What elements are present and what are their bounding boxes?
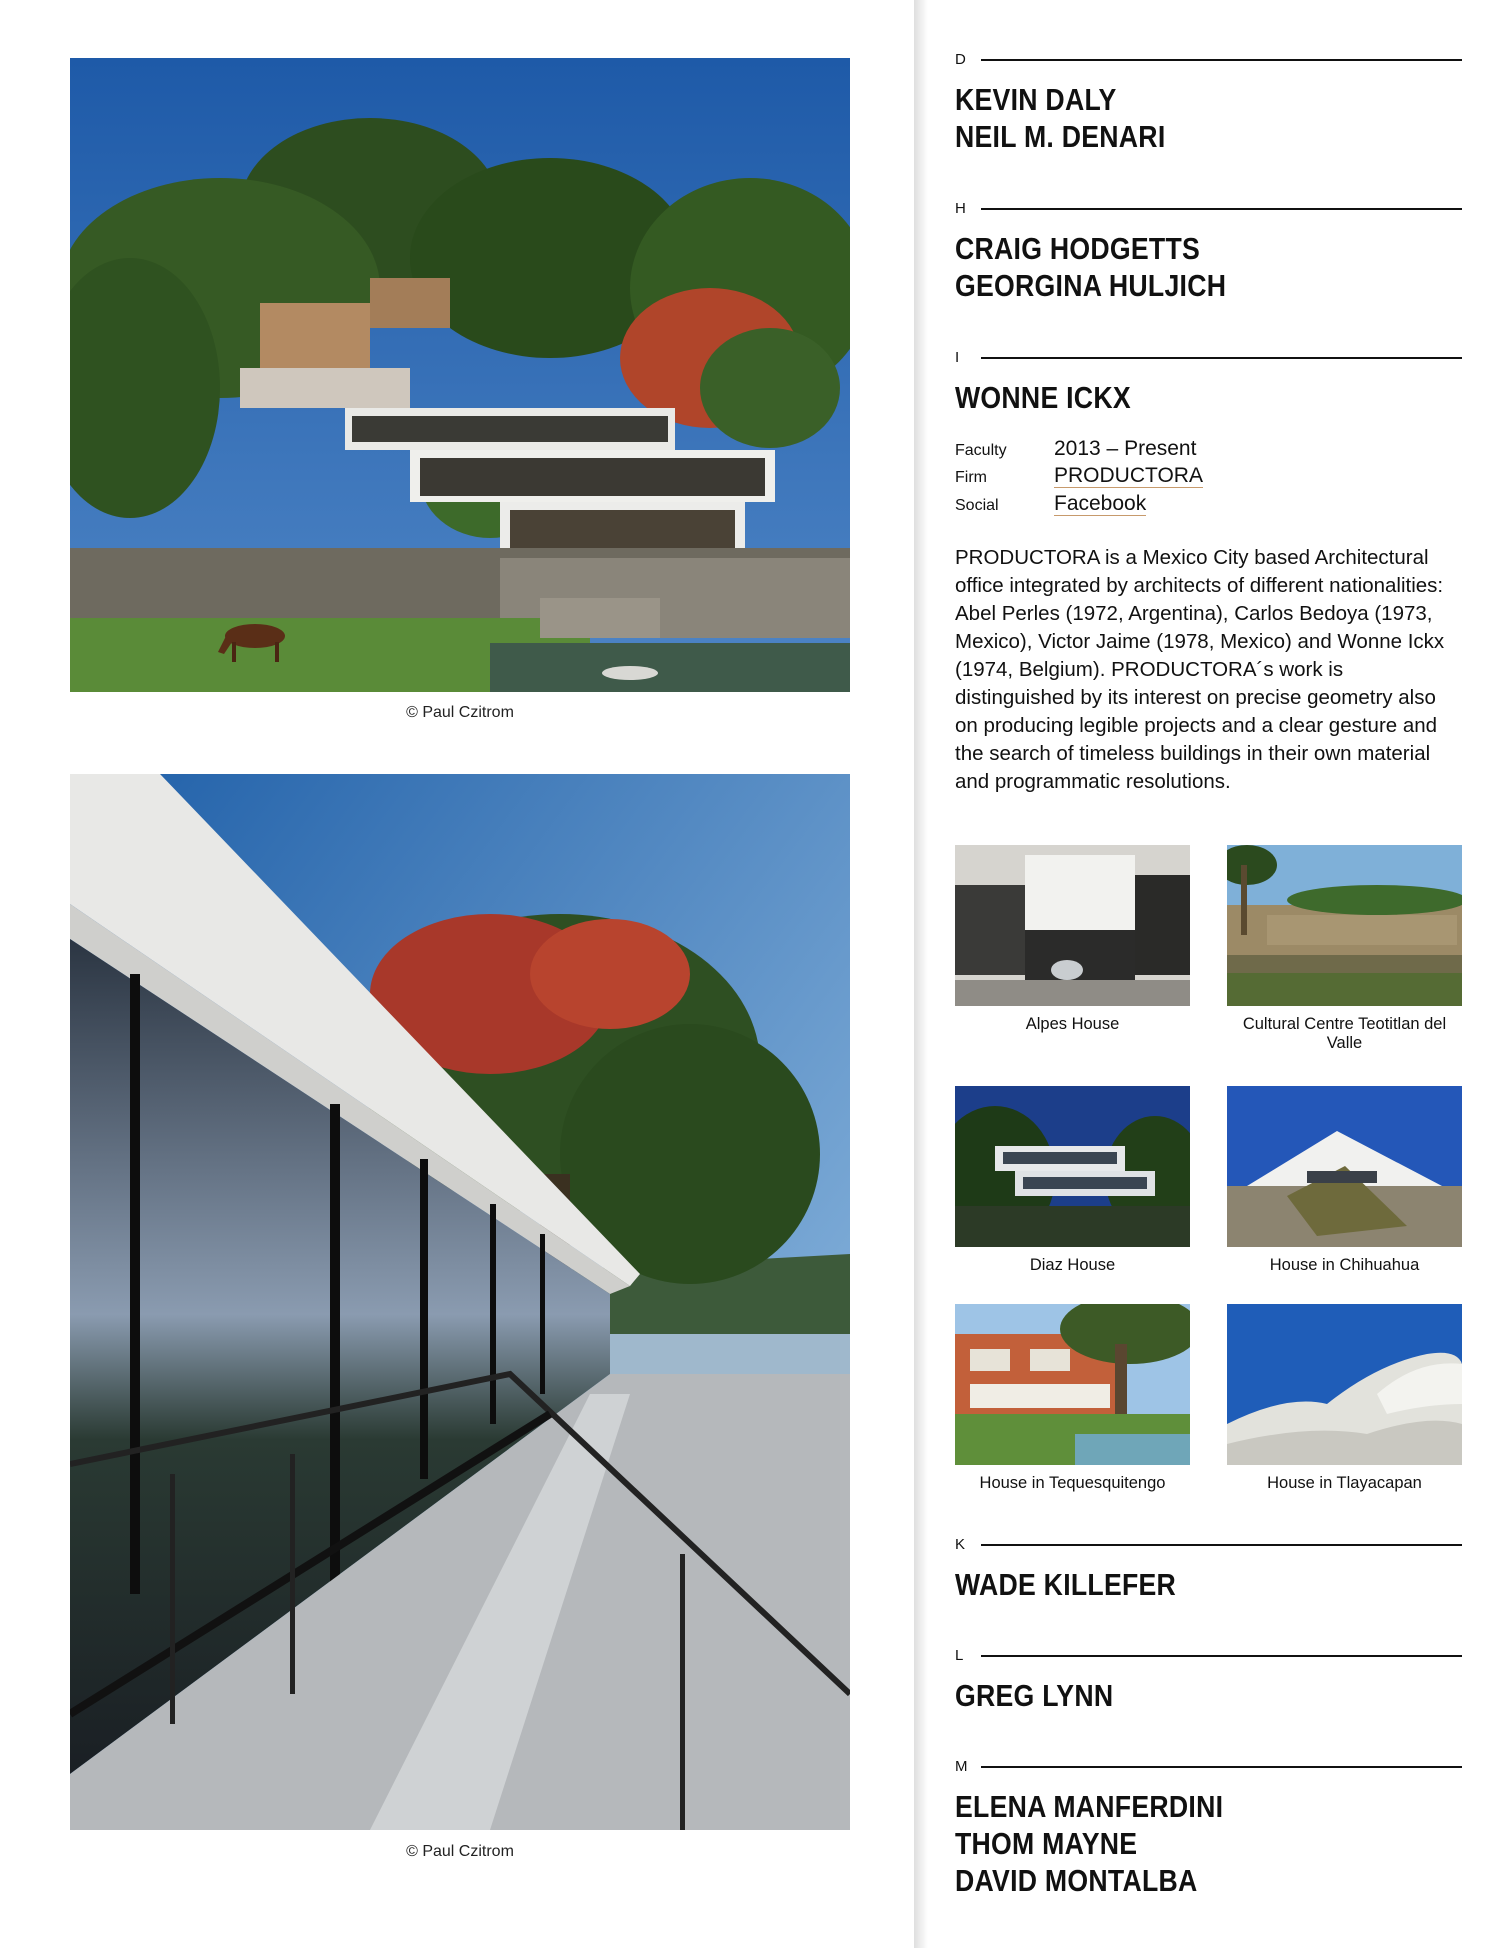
faculty-name[interactable]: NEIL M. DENARI (955, 119, 1166, 154)
glass-terrace-lake-photo[interactable] (70, 774, 850, 1830)
section-letter-row (955, 1532, 1462, 1556)
section-i (955, 345, 1462, 416)
facebook-link[interactable]: Facebook (1054, 492, 1147, 515)
photo-credit: © Paul Czitrom (406, 704, 514, 721)
firm-label: Firm (955, 469, 987, 486)
section-m (955, 1754, 1462, 1899)
faculty-years: 2013 – Present (1054, 437, 1197, 460)
section-rule (981, 208, 1462, 210)
project-label[interactable]: House in Tlayacapan (1267, 1474, 1422, 1492)
faculty-names (955, 230, 1391, 304)
project-label[interactable]: Diaz House (1029, 1256, 1116, 1274)
section-letter-row (955, 196, 1462, 220)
section-letter-row (955, 345, 1462, 369)
lakeside-house-hillside-photo[interactable] (70, 58, 850, 692)
section-rule (981, 1544, 1462, 1546)
social-row (955, 493, 1462, 521)
section-k (955, 1532, 1462, 1603)
section-letter-row (955, 1754, 1462, 1778)
faculty-name[interactable]: THOM MAYNE (955, 1826, 1138, 1861)
section-letter: K (955, 1536, 966, 1553)
faculty-name[interactable]: ELENA MANFERDINI (955, 1789, 1224, 1824)
tlayacapan-house-thumbnail[interactable] (1227, 1304, 1462, 1465)
faculty-names (955, 379, 1391, 416)
section-h (955, 196, 1462, 304)
faculty-label: Faculty (955, 442, 1007, 459)
faculty-name[interactable]: GREG LYNN (955, 1678, 1114, 1713)
section-letter-row (955, 47, 1462, 71)
section-rule (981, 357, 1462, 359)
section-rule (981, 59, 1462, 61)
alpes-house-thumbnail[interactable] (955, 845, 1190, 1006)
section-rule (981, 1766, 1462, 1768)
faculty-profile-meta (955, 437, 1462, 521)
section-letter: L (955, 1647, 964, 1664)
firm-bio: PRODUCTORA is a Mexico City based Architectural office integrated by architects of different nationalities: Abel Perles (1972, Argentina), Carlos Bedoya (1973, Mexico), Victor Jaime (1978, Mexico) and Wonne Ickx (1974, Belgium). PRODUCTORA´s work is distinguished by its interest on precise geometry also on producing legible projects and a clear gesture and the search of timeless buildings in their own material and programmatic resolutions. (955, 546, 1445, 793)
faculty-names (955, 1566, 1391, 1603)
faculty-name[interactable]: CRAIG HODGETTS (955, 231, 1201, 266)
firm-link[interactable]: PRODUCTORA (1054, 464, 1203, 487)
diaz-house-thumbnail[interactable] (955, 1086, 1190, 1247)
section-letter: D (955, 51, 966, 68)
section-letter: I (955, 349, 960, 366)
firm-row (955, 465, 1462, 493)
social-label: Social (955, 497, 999, 514)
faculty-row (955, 437, 1462, 465)
project-label[interactable]: House in Chihuahua (1269, 1256, 1420, 1274)
faculty-names (955, 81, 1391, 155)
chihuahua-house-thumbnail[interactable] (1227, 1086, 1462, 1247)
section-d (955, 47, 1462, 155)
section-l (955, 1643, 1462, 1714)
faculty-names (955, 1788, 1391, 1899)
tequesquitengo-house-thumbnail[interactable] (955, 1304, 1190, 1465)
section-letter: M (955, 1758, 968, 1775)
cultural-centre-thumbnail[interactable] (1227, 845, 1462, 1006)
section-rule (981, 1655, 1462, 1657)
faculty-name[interactable]: DAVID MONTALBA (955, 1863, 1198, 1898)
project-label[interactable]: Cultural Centre Teotitlan del Valle (1242, 1015, 1447, 1052)
faculty-names (955, 1677, 1391, 1714)
faculty-name[interactable]: WONNE ICKX (955, 380, 1131, 415)
section-letter-row (955, 1643, 1462, 1667)
page-fold-shadow (914, 0, 928, 1948)
faculty-name[interactable]: WADE KILLEFER (955, 1567, 1177, 1602)
photo-credit: © Paul Czitrom (406, 1843, 514, 1860)
project-label[interactable]: House in Tequesquitengo (979, 1474, 1166, 1492)
project-label[interactable]: Alpes House (1025, 1015, 1120, 1033)
section-letter: H (955, 200, 966, 217)
faculty-name[interactable]: KEVIN DALY (955, 82, 1117, 117)
faculty-name[interactable]: GEORGINA HULJICH (955, 268, 1227, 303)
